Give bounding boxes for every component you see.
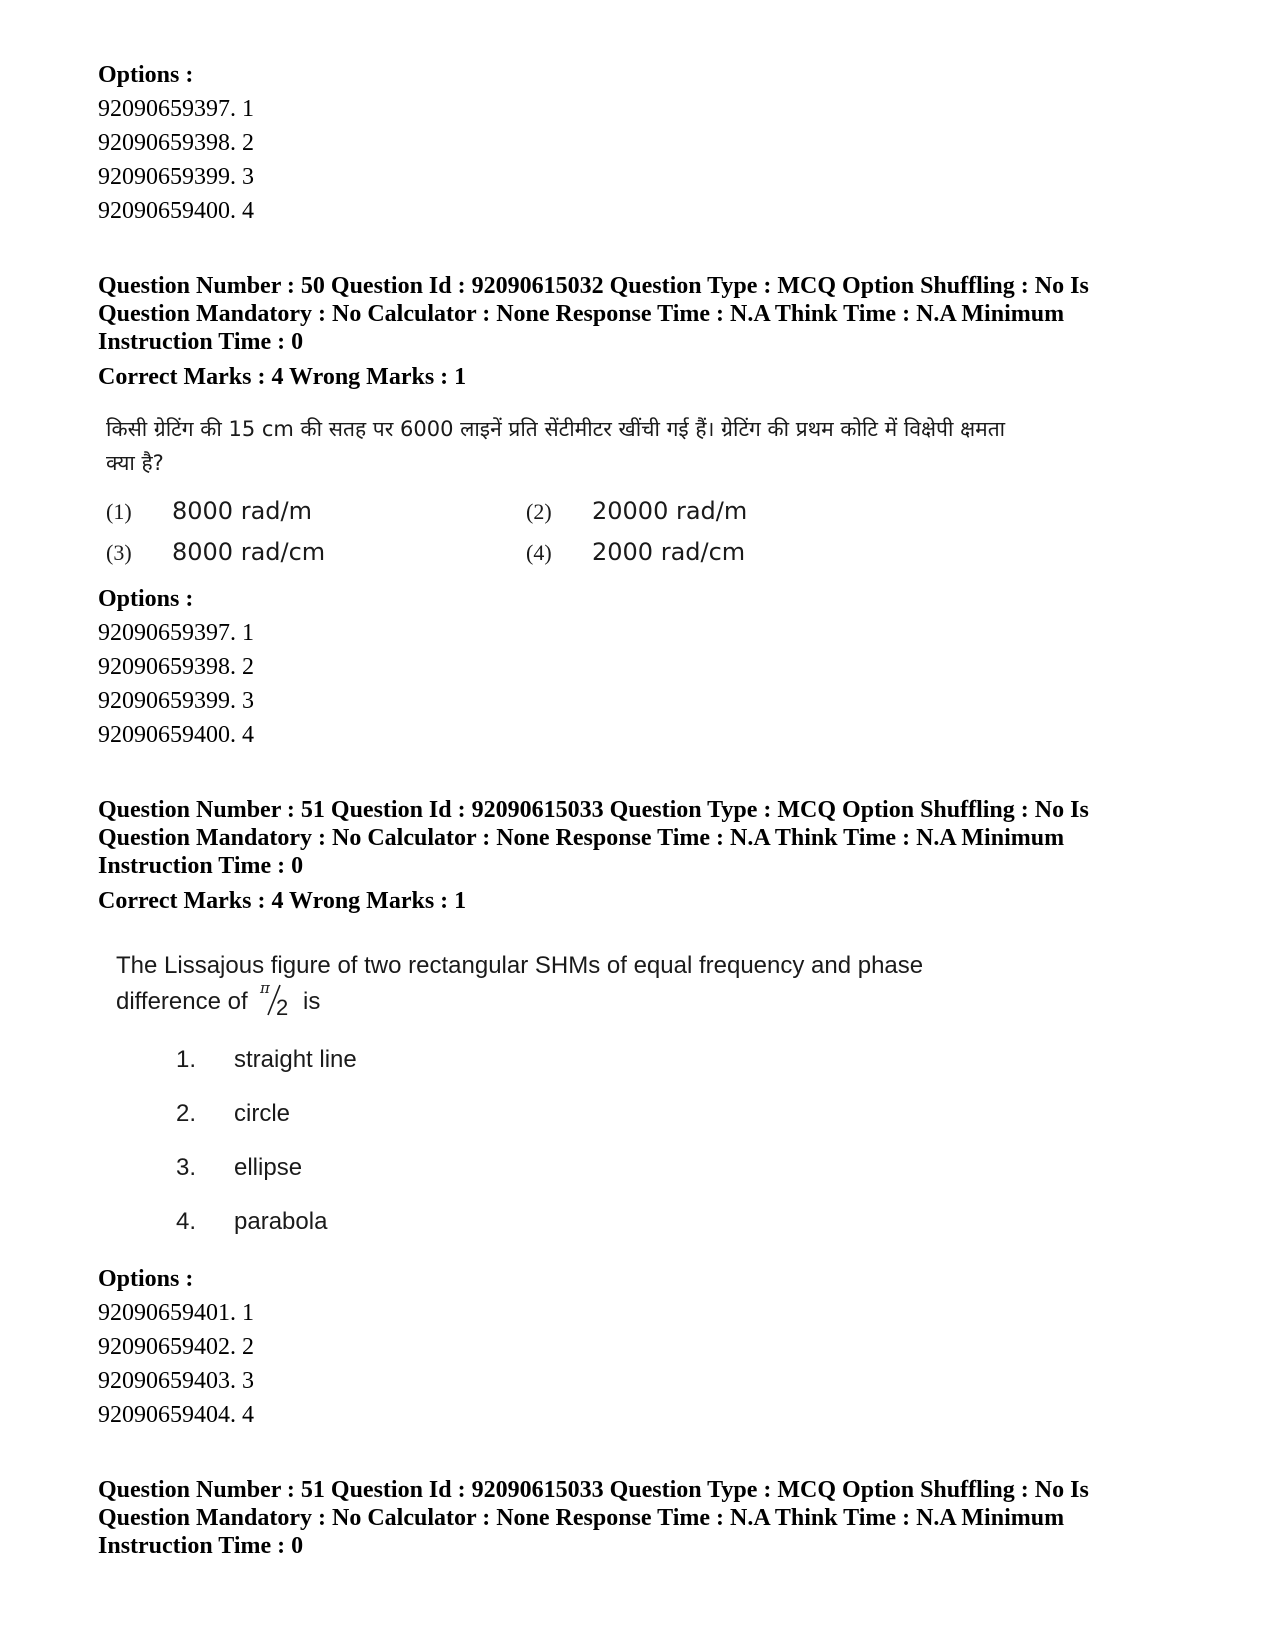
option-line: 92090659397. 1 bbox=[98, 620, 254, 646]
options-label: Options : bbox=[98, 586, 194, 612]
question-meta: Question Number : 51 Question Id : 92090615033 Question Type : MCQ Option Shuffling : No Is Question Mandatory : No Calculator : None Response Time : N.A Think Time : N.A Minimum Instruction Time : 0 bbox=[98, 1477, 1089, 1559]
options-label: Options : bbox=[98, 1266, 194, 1292]
question-stem: किसी ग्रेटिंग की 15 cm की सतह पर 6000 लाइनें प्रति सेंटीमीटर खींची गई हैं। ग्रेटिंग की प्रथम कोटि में विक्षेपी क्षमता क्या है? bbox=[106, 417, 1006, 475]
choice-text: ellipse bbox=[234, 1154, 303, 1181]
option-line: 92090659400. 4 bbox=[98, 198, 254, 224]
option-line: 92090659399. 3 bbox=[98, 164, 254, 190]
question-body bbox=[106, 412, 1178, 570]
question-marks: Correct Marks : 4 Wrong Marks : 1 bbox=[98, 888, 467, 914]
choice-item bbox=[106, 535, 526, 570]
choice-item bbox=[106, 494, 526, 529]
question-stem bbox=[116, 948, 996, 1020]
option-line: 92090659403. 3 bbox=[98, 1368, 254, 1394]
choice-text: straight line bbox=[234, 1046, 357, 1073]
question-51-repeat bbox=[98, 1476, 1178, 1560]
choice-number: 3. bbox=[176, 1154, 197, 1181]
choice-text: 20000 rad/m bbox=[592, 497, 748, 525]
options-section bbox=[98, 582, 1178, 752]
question-50 bbox=[98, 272, 1178, 752]
choice-text: parabola bbox=[234, 1208, 328, 1235]
choice-number: (2) bbox=[526, 499, 552, 524]
option-line: 92090659404. 4 bbox=[98, 1402, 254, 1428]
option-line: 92090659400. 4 bbox=[98, 722, 254, 748]
choice-item bbox=[526, 494, 946, 529]
stem-text-end: is bbox=[303, 988, 321, 1015]
question-meta: Question Number : 51 Question Id : 92090615033 Question Type : MCQ Option Shuffling : No Is Question Mandatory : No Calculator : None Response Time : N.A Think Time : N.A Minimum Instruction Time : 0 bbox=[98, 797, 1089, 879]
choice-number: 2. bbox=[176, 1100, 197, 1127]
choice-item bbox=[176, 1046, 1178, 1074]
question-51 bbox=[98, 796, 1178, 1432]
stem-text: The Lissajous figure of two rectangular SHMs of equal frequency and phase difference of bbox=[116, 952, 924, 1015]
choice-number: 1. bbox=[176, 1046, 197, 1073]
fraction-numerator: π bbox=[260, 979, 271, 997]
choice-item bbox=[176, 1154, 1178, 1182]
fraction-denominator: 2 bbox=[276, 995, 289, 1019]
choice-item bbox=[526, 535, 946, 570]
options-section bbox=[98, 1262, 1178, 1432]
options-label: Options : bbox=[98, 62, 194, 88]
choice-grid bbox=[106, 494, 1178, 570]
options-section-top bbox=[98, 58, 1178, 228]
question-body bbox=[116, 948, 1178, 1236]
choice-number: (3) bbox=[106, 540, 132, 565]
choice-item bbox=[176, 1208, 1178, 1236]
pi-over-two-fraction bbox=[258, 979, 292, 1019]
option-line: 92090659401. 1 bbox=[98, 1300, 254, 1326]
option-line: 92090659399. 3 bbox=[98, 688, 254, 714]
option-line: 92090659397. 1 bbox=[98, 96, 254, 122]
question-meta: Question Number : 50 Question Id : 92090615032 Question Type : MCQ Option Shuffling : No Is Question Mandatory : No Calculator : None Response Time : N.A Think Time : N.A Minimum Instruction Time : 0 bbox=[98, 273, 1089, 355]
choice-text: circle bbox=[234, 1100, 291, 1127]
choice-number: (1) bbox=[106, 499, 132, 524]
choice-item bbox=[176, 1100, 1178, 1128]
option-line: 92090659398. 2 bbox=[98, 654, 254, 680]
choice-number: 4. bbox=[176, 1208, 197, 1235]
choice-text: 2000 rad/cm bbox=[592, 538, 746, 566]
option-line: 92090659402. 2 bbox=[98, 1334, 254, 1360]
question-marks: Correct Marks : 4 Wrong Marks : 1 bbox=[98, 364, 467, 390]
choice-text: 8000 rad/m bbox=[172, 497, 312, 525]
choice-list bbox=[176, 1046, 1178, 1236]
option-line: 92090659398. 2 bbox=[98, 130, 254, 156]
choice-text: 8000 rad/cm bbox=[172, 538, 326, 566]
choice-number: (4) bbox=[526, 540, 552, 565]
document-page bbox=[98, 58, 1178, 1560]
